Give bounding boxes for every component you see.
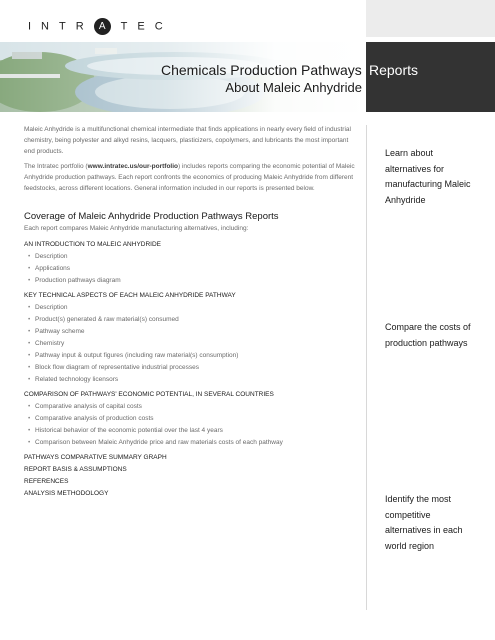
- list-item: • Chemistry: [24, 338, 359, 350]
- sidebar-note-learn: Learn about alternatives for manufacturing Maleic Anhydride: [385, 148, 471, 205]
- list-item: • Block flow diagram of representative industrial processes: [24, 362, 359, 374]
- list-item: • Applications: [24, 263, 359, 275]
- logo-letters-left: INTR: [28, 20, 94, 33]
- list-item: • Pathway input & output figures (including raw material(s) consumption): [24, 350, 359, 362]
- top-grey-block: [366, 0, 495, 37]
- section-title-introduction: AN INTRODUCTION TO MALEIC ANHYDRIDE: [24, 241, 161, 248]
- intro-paragraph-2: [24, 161, 359, 194]
- coverage-subheading: Each report compares Maleic Anhydride manufacturing alternatives, including:: [24, 225, 249, 232]
- intro-paragraph-2-end: ) includes reports comparing the economic potential of Maleic Anhydride production pathways. Each report confronts the economics of producing Maleic Anhydride from different feedstocks, across different locations. General information included in our reports is presented below.: [24, 163, 355, 192]
- section-title-economic: COMPARISON OF PATHWAYS' ECONOMIC POTENTIAL, IN SEVERAL COUNTRIES: [24, 391, 274, 398]
- list-item: • Description: [24, 302, 359, 314]
- section-list-technical: [24, 302, 359, 386]
- list-item: • Description: [24, 251, 359, 263]
- page-title-suffix: Reports: [369, 62, 419, 78]
- section-title-summary-graph: PATHWAYS COMPARATIVE SUMMARY GRAPH: [24, 454, 167, 461]
- list-item: • Historical behavior of the economic potential over the last 4 years: [24, 425, 359, 437]
- intratec-logo[interactable]: [28, 18, 173, 35]
- sidebar-note-identify: Identify the most competitive alternatives in each world region: [385, 494, 463, 551]
- intro-paragraph-2-start: The Intratec portfolio (: [24, 163, 88, 170]
- logo-disc: A: [94, 18, 111, 35]
- list-item: • Comparison between Maleic Anhydride price and raw materials costs of each pathway: [24, 437, 359, 449]
- portfolio-link[interactable]: www.intratec.us/our-portfolio: [87, 163, 178, 170]
- section-title-basis: REPORT BASIS & ASSUMPTIONS: [24, 466, 127, 473]
- list-item: • Pathway scheme: [24, 326, 359, 338]
- section-title-technical: KEY TECHNICAL ASPECTS OF EACH MALEIC ANHYDRIDE PATHWAY: [24, 292, 236, 299]
- section-title-references: REFERENCES: [24, 478, 69, 485]
- section-title-methodology: ANALYSIS METHODOLOGY: [24, 490, 109, 497]
- sidebar-note-compare: Compare the costs of production pathways: [385, 322, 471, 348]
- list-item: • Production pathways diagram: [24, 275, 359, 287]
- list-item: • Related technology licensors: [24, 374, 359, 386]
- main-content: [24, 124, 359, 500]
- list-item: • Comparative analysis of production costs: [24, 413, 359, 425]
- list-item: • Product(s) generated & raw material(s) consumed: [24, 314, 359, 326]
- section-list-introduction: [24, 251, 359, 287]
- coverage-heading: Coverage of Maleic Anhydride Production Pathways Reports: [24, 211, 279, 222]
- logo-letters-right: TEC: [120, 20, 173, 33]
- page-subtitle: About Maleic Anhydride: [225, 80, 362, 95]
- page-title: Chemicals Production Pathways: [161, 62, 362, 78]
- sidebar-divider: [366, 125, 367, 610]
- list-item: • Comparative analysis of capital costs: [24, 401, 359, 413]
- section-list-economic: [24, 401, 359, 449]
- intro-paragraph-1: Maleic Anhydride is a multifunctional chemical intermediate that finds applications in nearly every field of industrial chemistry, being polyester and alkyd resins, lacquers, plasticizers, copolymers, and lubricants the most important end products.: [24, 126, 351, 155]
